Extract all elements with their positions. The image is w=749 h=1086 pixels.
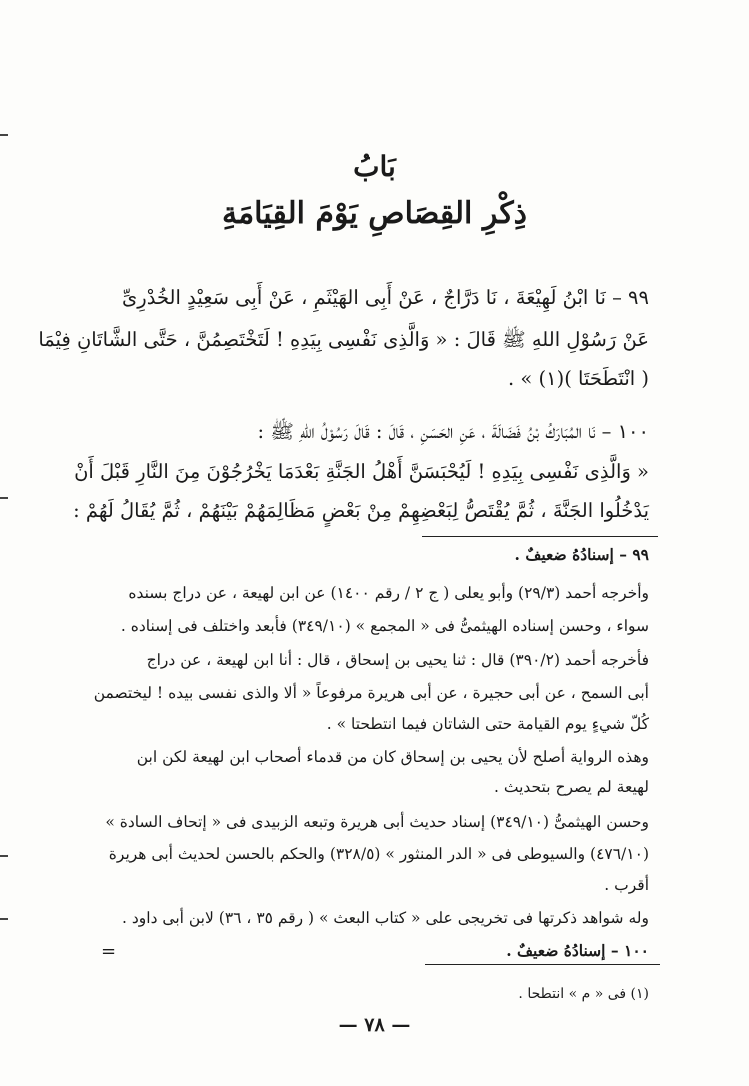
footnote: (١) فى « م » انتطحا .: [518, 986, 649, 1002]
commentary-line: سواء ، وحسن إسناده الهيثمىُّ فى « المجمع » (٣٤٩/١٠) فأبعد واختلف فى إسناده .: [120, 617, 649, 635]
footnote-divider: [425, 964, 660, 965]
commentary-line: وله شواهد ذكرتها فى تخريجى على « كتاب البعث » ( رقم ٣٥ ، ٣٦) لابن أبى داود .: [122, 909, 649, 927]
hadith-99-line: عَنْ رَسُوْلِ اللهِ ﷺ قَالَ : « وَالَّذِى نَفْسِى بِيَدِهِ ! لَتَخْتَصِمُنَّ ، حَتَّى الشَّاتَانِ فِيْمَا: [38, 328, 649, 351]
grade-99: ٩٩ – إسنادُهُ ضعيفٌ .: [514, 545, 649, 564]
commentary-line: كُلّ شيءٍ يوم القيامة حتى الشاتان فيما انتطحتا » .: [326, 715, 649, 733]
hadith-100-line: « وَالَّذِى نَفْسِى بِيَدِهِ ! لَيُحْبَسَنَّ أَهْلُ الجَنَّةِ بَعْدَمَا يَخْرُجُوْنَ مِنَ النَّارِ قَبْلَ أَنْ: [74, 460, 649, 483]
hadith-99-line: ( انْتَطَحَتَا )(١) » .: [508, 367, 649, 390]
grade-100: ١٠٠ – إسنادُهُ ضعيفٌ .: [506, 941, 649, 960]
commentary-line: وهذه الرواية أصلح لأن يحيى بن إسحاق كان من قدماء أصحاب ابن لهيعة لكن ابن: [136, 748, 649, 766]
scan-edge-mark: [0, 134, 8, 136]
continuation-mark: =: [101, 941, 117, 962]
hadith-99-line: ٩٩ – نَا ابْنُ لَهِيْعَةَ ، نَا دَرَّاجٌ ، عَنْ أَبِى الهَيْثَمِ ، عَنْ أَبِى سَعِيْدٍ الخُدْرِىِّ: [122, 286, 649, 309]
commentary-line: أبى السمح ، عن أبى حجيرة ، عن أبى هريرة مرفوعاً « ألا والذى نفسى بيده ! ليختصمن: [93, 684, 649, 702]
scan-edge-mark: [0, 497, 8, 499]
scan-edge-mark: [0, 855, 8, 857]
commentary-line: أقرب .: [604, 876, 649, 894]
chapter-title: ذِكْرِ القِصَاصِ يَوْمَ القِيَامَةِ: [221, 196, 528, 231]
page-number: — ٧٨ —: [338, 1014, 411, 1036]
commentary-divider: [422, 536, 658, 537]
commentary-line: (٤٧٦/١٠) والسيوطى فى « الدر المنثور » (٣٢٨/٥) والحكم بالحسن لحديث أبى هريرة: [108, 845, 649, 863]
scan-edge-mark: [0, 918, 8, 920]
hadith-100-line: يَدْخُلُوا الجَنَّةَ ، ثُمَّ يُقْتَصُّ لِبَعْضِهِمْ مِنْ بَعْضٍ مَظَالِمَهُمْ بَيْنَهُمْ ، ثُمَّ يُقَالُ لَهُمْ :: [73, 499, 649, 522]
commentary-line: وأخرجه أحمد (٢٩/٣) وأبو يعلى ( ج ٢ / رقم ١٤٠٠) عن ابن لهيعة ، عن دراج بسنده: [128, 584, 649, 602]
hadith-100-line: ١٠٠ – نَا المُبَارَكُ بْنُ فَضَالَةَ ، عَنِ الحَسَنِ ، قَالَ : قَالَ رَسُوْلُ اللهِ ﷺ :: [257, 420, 649, 443]
chapter-heading: بَابُ: [353, 150, 396, 183]
commentary-line: لهيعة لم يصرح بتحديث .: [494, 778, 649, 796]
commentary-line: فأخرجه أحمد (٣٩٠/٢) قال : ثنا يحيى بن إسحاق ، قال : أنا ابن لهيعة ، عن دراج: [146, 651, 649, 669]
commentary-line: وحسن الهيثمىُّ (٣٤٩/١٠) إسناد حديث أبى هريرة وتبعه الزبيدى فى « إتحاف السادة »: [105, 813, 649, 831]
